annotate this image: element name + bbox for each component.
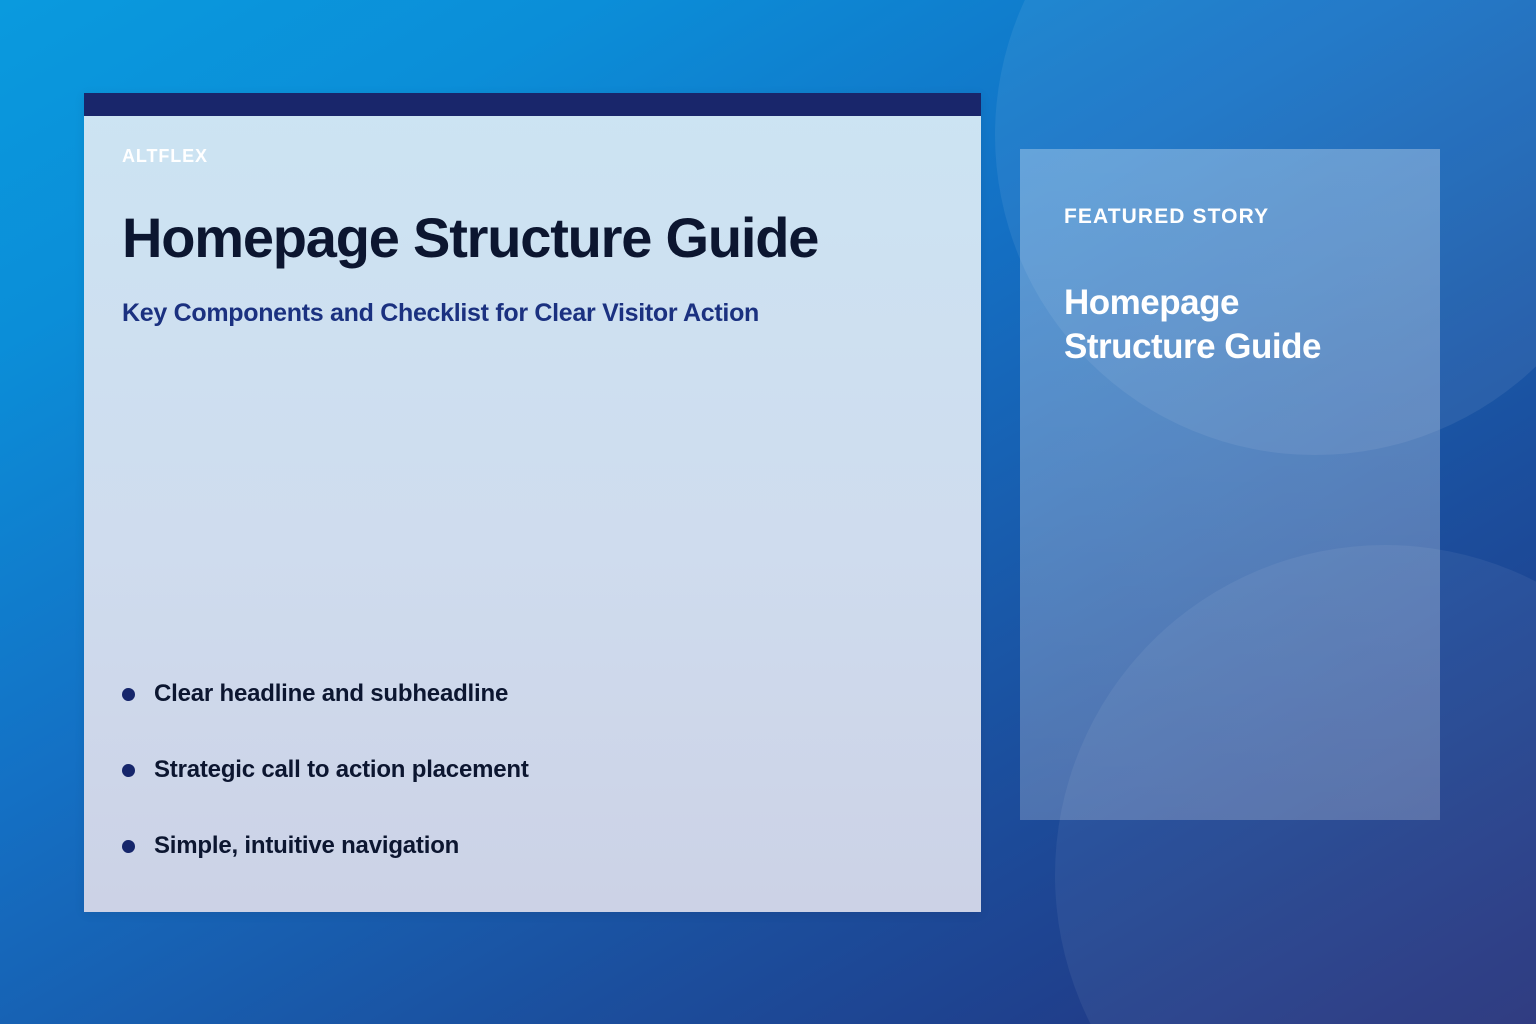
list-item [122,680,941,708]
list-item [122,756,941,784]
list-item-label: Clear headline and subheadline [154,680,509,707]
bullet-dot-icon [122,840,135,853]
bullet-dot-icon [122,764,135,777]
featured-story-content [1020,149,1440,369]
featured-story-title: Homepage Structure Guide [1064,283,1321,366]
main-slide-card [84,93,981,912]
page-subtitle: Key Components and Checklist for Clear Visitor Action [122,298,760,327]
page-title: Homepage Structure Guide [122,206,819,269]
list-item-label: Strategic call to action placement [154,756,529,783]
checklist [122,680,941,860]
brand-label: ALTFLEX [122,146,208,166]
bullet-dot-icon [122,688,135,701]
featured-story-panel [1020,149,1440,820]
list-item [122,832,941,860]
card-top-accent-bar [84,93,981,116]
list-item-label: Simple, intuitive navigation [154,832,460,859]
featured-story-kicker: FEATURED STORY [1064,205,1270,228]
